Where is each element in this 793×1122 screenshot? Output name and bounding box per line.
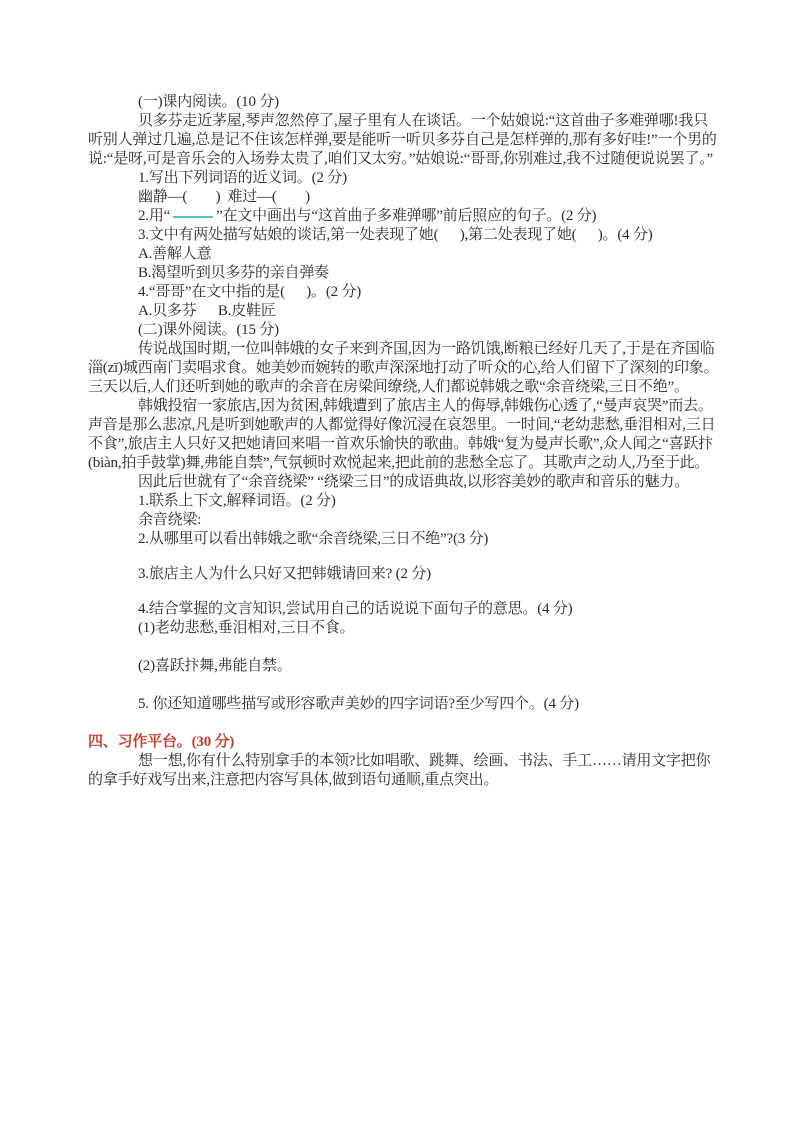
section1-question-3-option-b: B.渴望听到贝多芬的亲自弹奏 [138, 265, 329, 281]
section1-question-4-options: A.贝多芬 B.皮鞋匠 [138, 303, 276, 319]
section2-question-4: 4.结合掌握的文言知识,尝试用自己的话说说下面句子的意思。(4 分) [138, 601, 573, 617]
section2-question-1: 1.联系上下文,解释词语。(2 分) [138, 493, 336, 509]
section2-passage-p2: 韩娥投宿一家旅店,因为贫困,韩娥遭到了旅店主人的侮辱,韩娥伤心透了,“曼声哀哭”而去。声音是那么悲凉,凡是听到她歌声的人都觉得好像沉浸在哀怨里。一时间,“老幼悲愁,垂泪相对,三日不食”,旅店主人只好又把她请回来唱一首欢乐愉快的歌曲。韩娥“复为曼声长歌”,众人闻之“喜跃抃(biàn,拍手鼓掌)舞,弗能自禁”,气氛顿时欢悦起来,把此前的悲愁全忘了。其歌声之动人,乃至于此。 [88, 398, 716, 471]
section1-question-2 [138, 207, 720, 226]
section2-question-1-term: 余音绕梁: [138, 512, 202, 528]
section4-heading: 四、习作平台。(30 分) [88, 734, 235, 750]
answer-blank-underline [173, 214, 213, 218]
section1-question-1-blanks: 幽静—( ) 难过—( ) [138, 189, 310, 205]
section2-question-4-item-2: (2)喜跃抃舞,弗能自禁。 [138, 658, 292, 674]
section2-question-2: 2.从哪里可以看出韩娥之歌“余音绕梁,三日不绝”?(3 分) [138, 531, 489, 547]
section2-heading: (二)课外阅读。(15 分) [138, 322, 279, 338]
section1-heading: (一)课内阅读。(10 分) [138, 94, 279, 110]
section1-question-3-option-a: A.善解人意 [138, 246, 212, 262]
section1-passage: 贝多芬走近茅屋,琴声忽然停了,屋子里有人在谈话。一个姑娘说:“这首曲子多难弹哪!我只听别人弹过几遍,总是记不住该怎样弹,要是能听一听贝多芬自己是怎样弹的,那有多好哇!”一个男的说:“是呀,可是音乐会的入场券太贵了,咱们又太穷。”姑娘说:“哥哥,你别难过,我不过随便说说罢了。” [88, 113, 717, 167]
section2-question-4-item-1: (1)老幼悲愁,垂泪相对,三日不食。 [138, 620, 355, 636]
section2-passage-p1: 传说战国时期,一位叫韩娥的女子来到齐国,因为一路饥饿,断粮已经好几天了,于是在齐国临淄(zī)城西南门卖唱求食。她美妙而婉转的歌声深深地打动了听众的心,给人们留下了深刻的印象。三天以后,人们还听到她的歌声的余音在房梁间缭绕,人们都说韩娥之歌“余音绕梁,三日不绝”。 [88, 341, 719, 395]
section2-question-3: 3.旅店主人为什么只好又把韩娥请回来? (2 分) [138, 566, 431, 582]
section1-question-3: 3.文中有两处描写姑娘的谈话,第一处表现了她( ),第二处表现了她( )。(4 分) [138, 227, 653, 243]
section2-question-5: 5. 你还知道哪些描写或形容歌声美妙的四字词语?至少写四个。(4 分) [138, 696, 579, 712]
page-content [88, 93, 720, 790]
section2-passage-p3: 因此后世就有了“余音绕梁” “绕梁三日”的成语典故,以形容美妙的歌声和音乐的魅力。 [138, 474, 689, 490]
section1-question-2-prefix: 2.用“ [138, 208, 171, 224]
section1-question-2-suffix: ”在文中画出与“这首曲子多难弹哪”前后照应的句子。(2 分) [216, 208, 597, 224]
section1-question-4: 4.“哥哥”在文中指的是( )。(2 分) [138, 284, 362, 300]
section4-body: 想一想,你有什么特别拿手的本领?比如唱歌、跳舞、绘画、书法、手工……请用文字把你的拿手好戏写出来,注意把内容写具体,做到语句通顺,重点突出。 [88, 753, 711, 788]
section1-question-1: 1.写出下列词语的近义词。(2 分) [138, 170, 347, 186]
